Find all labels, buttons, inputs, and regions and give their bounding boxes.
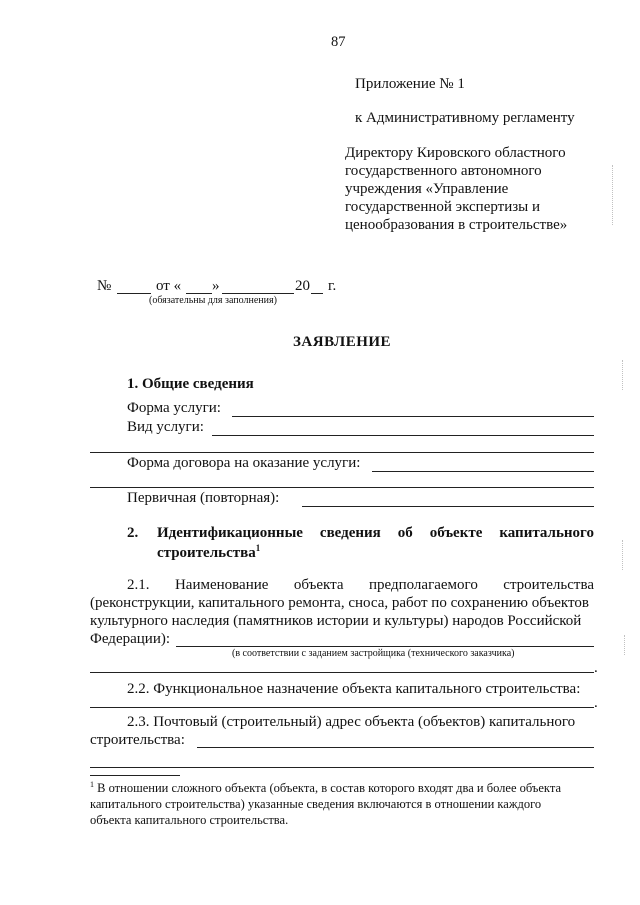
address-field[interactable] [197,747,594,748]
p21-word: Наименование [174,577,269,593]
scan-noise [624,635,639,655]
section2-heading-line2 [157,543,260,562]
footnote-line3: объекта капитального строительства. [90,813,289,827]
addressee-line: государственного автономного [345,163,542,179]
section1-heading: 1. Общие сведения [127,376,254,392]
scan-noise [612,165,627,225]
year-field[interactable] [311,293,323,294]
addressee-line: Директору Кировского областного [345,145,566,161]
addressee-line: государственной экспертизы и [345,199,541,215]
scan-noise [622,540,637,570]
primary-field[interactable] [302,506,594,507]
footnote-ref: 1 [255,543,261,553]
addressee-line: учреждения «Управление [345,181,509,197]
service-form-field[interactable] [232,416,594,417]
footnote-text: В отношении сложного объекта (объекта, в состав которого входят два и более объекта [97,781,562,796]
footnote-mark: 1 [90,780,94,789]
p21-dot: . [594,660,598,676]
document-title: ЗАЯВЛЕНИЕ [293,334,392,350]
p23-line1: 2.3. Почтовый (строительный) адрес объекта (объектов) капитального [127,714,576,730]
section2-heading-line1 [157,525,594,542]
year-prefix: 20 [295,278,310,294]
addressee-line: ценообразования в строительстве» [345,217,568,233]
footnote-line1 [90,780,561,796]
address-extra-line[interactable] [90,767,594,768]
page-number: 87 [331,34,346,50]
object-name-extra-line[interactable] [90,672,594,673]
contract-form-label: Форма договора на оказание услуги: [127,455,361,471]
p21-line2: (реконструкции, капитального ремонта, сноса, работ по сохранению объектов [90,595,589,611]
p21-note: (в соответствии с заданием застройщика (технического заказчика) [232,648,515,659]
p21-line3: культурного наследия (памятников истории и культуры) народов Российской [90,613,582,629]
p21-word: предполагаемого [368,577,478,593]
purpose-field[interactable] [90,707,594,708]
year-suffix: г. [328,278,337,294]
number-sign: № [97,278,112,294]
p23-line2: строительства: [90,732,185,748]
number-field[interactable] [117,293,151,294]
scan-noise [622,360,637,390]
p21-line4: Федерации): [90,631,171,647]
date-from-label: от « [156,278,182,294]
service-type-extra-line[interactable] [90,452,594,453]
p21-word: строительства [503,577,594,593]
object-name-field[interactable] [176,646,594,647]
service-type-field[interactable] [212,435,594,436]
section2-number: 2. [127,525,139,541]
p22-dot: . [594,695,598,711]
contract-form-field[interactable] [372,471,594,472]
p21-word: объекта [293,577,344,593]
footnote-line2: капитального строительства) указанные сведения включаются в отношении каждого [90,797,542,811]
mandatory-note: (обязательны для заполнения) [149,295,277,306]
p21-word: 2.1. [127,577,150,593]
heading-word: об [397,525,413,541]
quote-close: » [212,278,220,294]
service-type-label: Вид услуги: [127,419,204,435]
heading-word: объекте [429,525,483,541]
contract-form-extra-line[interactable] [90,487,594,488]
primary-label: Первичная (повторная): [127,490,280,506]
appendix-subtitle: к Административному регламенту [355,110,575,126]
heading-word: строительства [157,545,256,561]
footnote-separator [90,775,180,776]
heading-word: сведения [319,525,381,541]
appendix-title: Приложение № 1 [355,76,465,92]
day-field[interactable] [186,293,212,294]
service-form-label: Форма услуги: [127,400,221,416]
p21-line1 [127,577,594,594]
p22-line: 2.2. Функциональное назначение объекта капитального строительства: [127,681,581,697]
month-field[interactable] [222,293,294,294]
heading-word: Идентификационные [157,525,303,541]
heading-word: капитального [499,525,594,541]
